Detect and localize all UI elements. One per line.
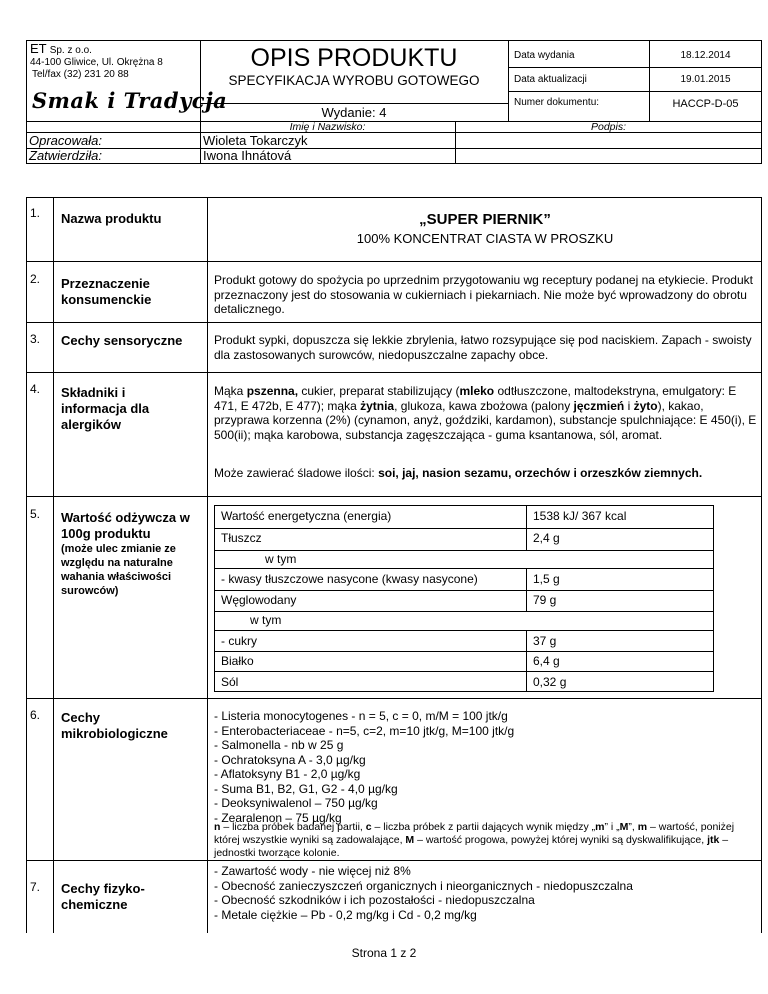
micro-note-run: ” i „: [604, 821, 620, 833]
nutrition-saturates-name: - kwasy tłuszczowe nasycone (kwasy nasycone): [221, 572, 478, 586]
nutrition-line-8: [214, 671, 714, 672]
company-name-suffix: Sp. z o.o.: [49, 45, 92, 56]
edition: Wydanie: 4: [321, 105, 387, 120]
row-line-3: [26, 322, 762, 323]
micro-note-run: – wartość, poniżej której wszystkie wyniki są zadowalające,: [214, 821, 735, 846]
company-logo: Smak i Tradycja: [32, 88, 228, 113]
nutrition-carbs-name: Węglowodany: [221, 593, 297, 607]
section-4-traces: [214, 466, 758, 481]
section-2-text: Produkt gotowy do spożycia po uprzednim przygotowaniu wg receptury podanej na etykiecie. Produkt przeznaczony jest do stosowania w cukierniach i piekarniach. Nie może być wprowadzony do obrotu detalicznego.: [214, 273, 753, 316]
company-name-prefix: ET: [30, 41, 47, 56]
nutrition-energy-value: 1538 kJ/ 367 kcal: [533, 509, 627, 523]
nutrition-line-7: [214, 651, 714, 652]
micro-criterion: - Ochratoksyna A - 3,0 µg/kg: [214, 752, 366, 767]
nutrition-protein-name: Białko: [221, 654, 254, 668]
issue-date-label: Data wydania: [514, 50, 575, 61]
nutrition-saturates-value: 1,5 g: [533, 572, 560, 586]
section-4-number: 4.: [30, 382, 41, 396]
nutrition-sugars-value: 37 g: [533, 634, 557, 648]
page-subtitle: SPECYFIKACJA WYROBU GOTOWEGO: [228, 73, 480, 88]
prepared-label: Opracowała:: [29, 133, 102, 148]
nutrition-line-1: [214, 528, 714, 529]
nutrition-fat-of-which: w tym: [265, 552, 297, 566]
section-3-text: Produkt sypki, dopuszcza się lekkie zbrylenia, łatwo rozsypujące się pod naciskiem. Zapach - swoisty dla zastosowanych surowców, niedopuszczalne zapachy obce.: [214, 333, 752, 362]
traces-prefix: Może zawierać śladowe ilości:: [214, 466, 379, 480]
header-line-1: [508, 67, 762, 68]
ingredient-run: mleko: [459, 384, 495, 398]
ingredient-run: cukier, preparat stabilizujący (: [298, 384, 460, 398]
traces-allergens: soi, jaj, nasion sezamu, orzechów i orzeszków ziemnych.: [378, 466, 703, 480]
micro-note-run: – liczba próbek z partii dających wynik między „: [371, 821, 596, 833]
ingredient-run: żyto: [633, 398, 658, 413]
nutrition-fat-name: Tłuszcz: [221, 531, 262, 545]
company-address: 44-100 Gliwice, Ul. Okrężna 8: [30, 57, 163, 68]
micro-note-run: – wartość progowa, powyżej której wyniki są dyskwalifikujące,: [414, 834, 708, 846]
page-number: Strona 1 z 2: [351, 946, 417, 960]
row-line-7: [26, 860, 762, 861]
section-7-number: 7.: [30, 880, 41, 894]
product-subtitle: 100% KONCENTRAT CIASTA W PROSZKU: [356, 231, 614, 246]
ingredient-run: ), kakao, przyprawa korzenna (2%) (cynamon, anyż, goździki, kardamon), substancje spulchniające: E 450(i), E 500(ii); mąka karobowa, substancja zagęszczająca - guma ksantanowa, sól, aromat.: [214, 398, 757, 442]
row-line-2: [26, 261, 762, 262]
micro-criterion: - Suma B1, B2, G1, G2 - 4,0 µg/kg: [214, 781, 398, 796]
section-5-note: (może ulec zmianie ze względu na naturalne wahania właściwości surowców): [61, 543, 176, 597]
issue-date: 18.12.2014: [680, 50, 731, 61]
header-line-edition: [200, 103, 508, 104]
section-5-number: 5.: [30, 507, 41, 521]
section-3-label: Cechy sensoryczne: [61, 333, 183, 348]
nutrition-line-6: [214, 630, 714, 631]
ingredient-run: i: [624, 398, 634, 413]
signature-header: Podpis:: [590, 121, 627, 133]
micro-criterion: - Listeria monocytogenes - n = 5, c = 0, m/M = 100 jtk/g: [214, 709, 508, 723]
micro-note-run: M: [619, 821, 629, 833]
ingredient-run: Mąka: [214, 384, 247, 398]
physchem-criterion: - Metale ciężkie – Pb - 0,2 mg/kg i Cd - 0,2 mg/kg: [214, 907, 477, 922]
section-4-label: Składniki i informacja dla alergików: [61, 385, 150, 432]
micro-note-run: M: [405, 834, 415, 846]
micro-note-run: – liczba próbek badanej partii,: [220, 821, 366, 833]
section-2-number: 2.: [30, 272, 41, 286]
ingredient-run: odtłuszczone, maltodekstryna, emulgatory: E 471, E 472b, E 477); mąka: [214, 384, 737, 413]
nutrition-line-5: [214, 611, 714, 612]
update-date-label: Data aktualizacji: [514, 74, 587, 85]
physchem-criterion: - Zawartość wody - nie więcej niż 8%: [214, 864, 411, 878]
section-7-label: Cechy fizyko-chemiczne: [61, 881, 145, 912]
micro-criterion: - Deoksyniwalenol – 750 µg/kg: [214, 796, 378, 810]
nutrition-carbs-value: 79 g: [533, 593, 557, 607]
physchem-criterion: - Obecność zanieczyszczeń organicznych i nieorganicznych - niedopuszczalna: [214, 878, 633, 893]
header-line-2: [508, 91, 762, 92]
header-divider-2: [508, 40, 509, 121]
micro-criterion: - Aflatoksyny B1 - 2,0 µg/kg: [214, 767, 361, 781]
approved-name: Iwona Ihnátová: [203, 148, 292, 163]
row-line-6: [26, 698, 762, 699]
section-6-number: 6.: [30, 708, 41, 722]
row-line-5: [26, 496, 762, 497]
company-block: [30, 42, 198, 81]
section-6-note: [214, 821, 758, 860]
nutrition-salt-value: 0,32 g: [533, 675, 567, 689]
ingredient-run: żytnia: [360, 398, 395, 413]
document-number-label: Numer dokumentu:: [514, 97, 600, 108]
prepared-name: Wioleta Tokarczyk: [203, 133, 308, 148]
nutrition-energy-name: Wartość energetyczna (energia): [221, 509, 392, 523]
col-divider-2: [207, 197, 208, 933]
section-2-label: Przeznaczenie konsumenckie: [61, 276, 152, 307]
nutrition-sugars-name: - cukry: [221, 634, 257, 648]
row-line-4: [26, 372, 762, 373]
section-5-label: Wartość odżywcza w 100g produktu: [61, 510, 190, 541]
section-3-number: 3.: [30, 332, 41, 346]
micro-note-run: m: [595, 821, 605, 833]
section-1-number: 1.: [30, 206, 41, 220]
name-header: Imię i Nazwisko:: [289, 121, 366, 133]
update-date: 19.01.2015: [680, 74, 731, 85]
col-divider-1: [53, 197, 54, 933]
header-line-5: [26, 148, 762, 149]
micro-note-run: m: [637, 821, 648, 833]
micro-note-run: ”,: [628, 821, 638, 833]
physchem-criterion: - Obecność szkodników i ich pozostałości - niedopuszczalna: [214, 893, 535, 907]
section-6-label: Cechy mikrobiologiczne: [61, 710, 168, 741]
section-4-ingredients: [214, 384, 758, 442]
section-7-lines: [214, 864, 758, 922]
ingredient-run: pszenna,: [246, 384, 299, 398]
micro-note-run: – jednostki tworzące kolonie.: [214, 834, 729, 859]
ingredient-run: , glukoza, kawa zbożowa (palony: [394, 398, 574, 413]
nutrition-col-divider-c: [526, 630, 527, 692]
micro-criterion: - Enterobacteriaceae - n=5, c=2, m=10 jtk/g, M=100 jtk/g: [214, 723, 515, 738]
nutrition-protein-value: 6,4 g: [533, 654, 560, 668]
micro-note-run: n: [214, 821, 221, 833]
page-title: OPIS PRODUKTU: [250, 44, 458, 72]
ingredient-run: jęczmień: [573, 398, 625, 413]
document-number: HACCP-D-05: [672, 98, 739, 110]
section-6-lines: [214, 709, 758, 825]
nutrition-salt-name: Sól: [221, 675, 239, 689]
product-name: „SUPER PIERNIK”: [419, 211, 551, 228]
section-1-label: Nazwa produktu: [61, 211, 162, 226]
micro-note-run: jtk: [707, 834, 720, 846]
nutrition-fat-value: 2,4 g: [533, 531, 560, 545]
approved-label: Zatwierdziła:: [29, 148, 102, 163]
nutrition-carbs-of-which: w tym: [250, 613, 282, 627]
micro-note-run: c: [365, 821, 372, 833]
micro-criterion: - Salmonella - nb w 25 g: [214, 738, 344, 752]
company-phone: Tel/fax (32) 231 20 88: [32, 69, 129, 80]
micro-criterion: - Zearalenon – 75 µg/kg: [214, 810, 342, 825]
